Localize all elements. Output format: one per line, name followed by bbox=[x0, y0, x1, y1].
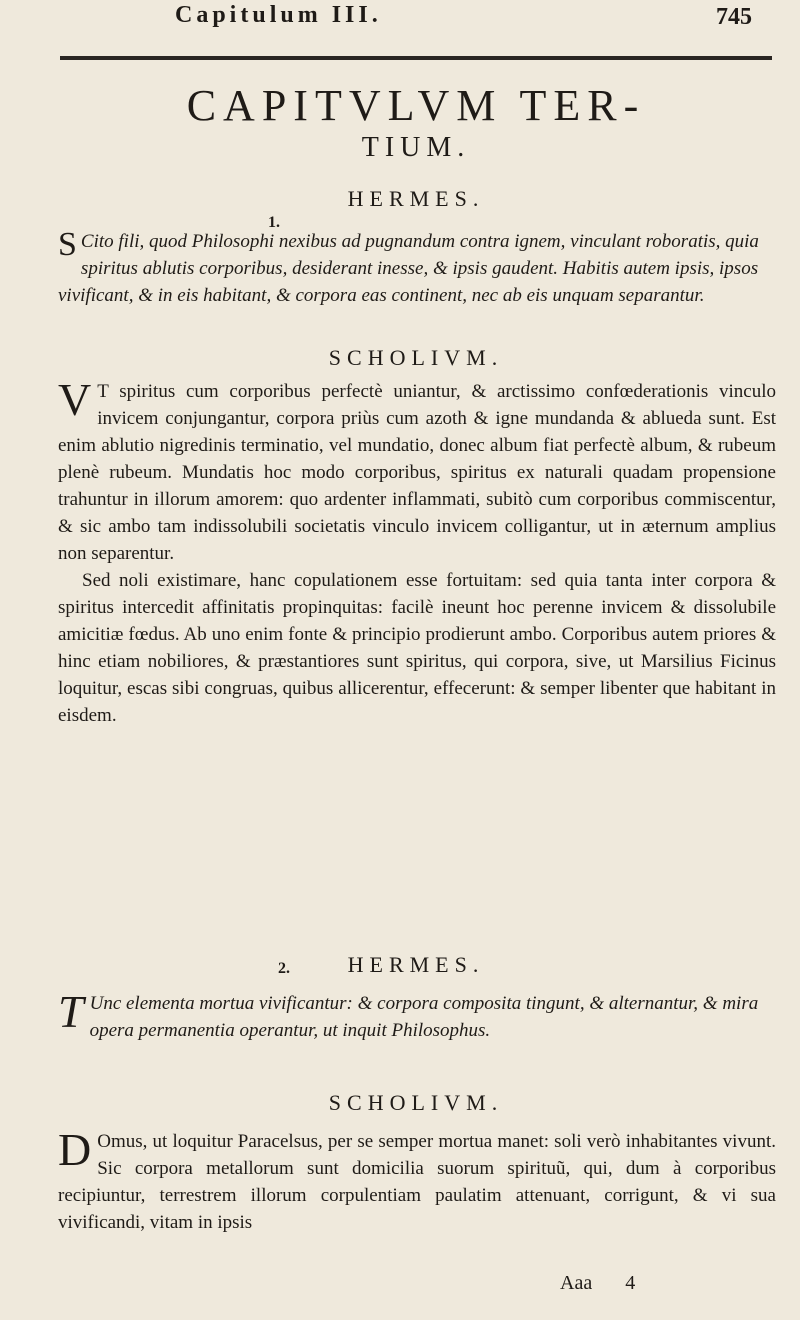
signature-mark: Aaa bbox=[560, 1272, 593, 1294]
scholium-heading-1: SCHOLIVM. bbox=[328, 345, 504, 370]
dropcap-s: S bbox=[58, 226, 77, 263]
hermes-heading-2: HERMES. bbox=[347, 952, 485, 977]
scholium-2-paragraph-body: Omus, ut loquitur Paracelsus, per se semper mortua manet: soli verò inhabitantes vivunt. Sic corpora metallorum sunt domicilia suorum spirituũ, qui, dum à corporibus recipiuntur, terrestrem illorum corpulentiam paulatim attenuant, corrigunt, & vi sua vivificandi, vitam in ipsis bbox=[58, 1131, 776, 1233]
page-number: 745 bbox=[716, 4, 752, 30]
scholium-1-paragraph-2: Sed noli existimare, hanc copulationem esse fortuitam: sed quia tanta inter corpora & spiritus intercedit affinitatis propinquitas: facilè ineunt hoc perenne invicem & dissolubile amicitiæ fœdus. Ab uno enim fonte & principio prodierunt ambo. Corporibus autem priores & hinc etiam nobiliores, & præstantiores sunt spiritus, qui corpora, sive, ut Marsilius Ficinus loquitur, escas sibi congruas, quibus allicerentur, effecerunt: & semper libenter que habitant in eisdem. bbox=[58, 570, 776, 726]
running-head bbox=[0, 2, 800, 42]
chapter-title: CAPITVLVM TER- bbox=[186, 81, 646, 130]
scholium-1-paragraph-1 bbox=[58, 374, 776, 567]
catchword: 4 bbox=[625, 1272, 636, 1294]
hermes-text-2-body: Unc elementa mortua vivificantur: & corpora composita tingunt, & alternantur, & mira opera permanentia operantur, ut inquit Philosophus. bbox=[89, 993, 759, 1041]
page-footer bbox=[560, 1272, 635, 1295]
hermes-text-1 bbox=[58, 228, 776, 309]
chapter-title-continued: TIUM. bbox=[361, 132, 471, 163]
hermes-heading-1: HERMES. bbox=[347, 186, 485, 211]
scholium-text-1 bbox=[58, 374, 776, 729]
dropcap-t: T bbox=[58, 986, 84, 1037]
hermes-text-2 bbox=[58, 986, 776, 1044]
dropcap-v: V bbox=[58, 374, 92, 425]
section-number-1: 1. bbox=[268, 214, 280, 231]
scholium-1-paragraph-1-body: T spiritus cum corporibus perfectè uniantur, & arctissimo confœderationis vinculo invicem conjungantur, corpora priùs cum azoth & igne mundanda & ablueda sunt. Est enim ablutio nigredinis terminatio, vel mundatio, donec album fiat perfectè album, & rubeum plenè rubeum. Mundatis hoc modo corporibus, spiritus ex naturali quadam propensione trahuntur in illorum amorem: quo ardenter inflammati, subitò cum corporibus commiscentur, & sic ambo tam indissolubili societatis vinculo invicem colligantur, ut in æternum amplius non separentur. bbox=[58, 381, 776, 564]
scholium-text-2 bbox=[58, 1124, 776, 1236]
header-rule bbox=[60, 56, 772, 60]
scholium-heading-2: SCHOLIVM. bbox=[328, 1090, 504, 1115]
dropcap-d: D bbox=[58, 1124, 92, 1175]
hermes-text-1-body: Cito fili, quod Philosophi nexibus ad pugnandum contra ignem, vinculant roboratis, quia spiritus ablutis corporibus, desiderant inesse, & ipsis gaudent. Habitis autem ipsis, ipsos vivificant, & in eis habitant, & corpora eas continent, nec ab eis unquam separantur. bbox=[58, 231, 759, 306]
running-head-title: Capitulum III. bbox=[175, 2, 382, 28]
scholium-2-paragraph bbox=[58, 1124, 776, 1236]
section-number-2: 2. bbox=[278, 960, 290, 977]
